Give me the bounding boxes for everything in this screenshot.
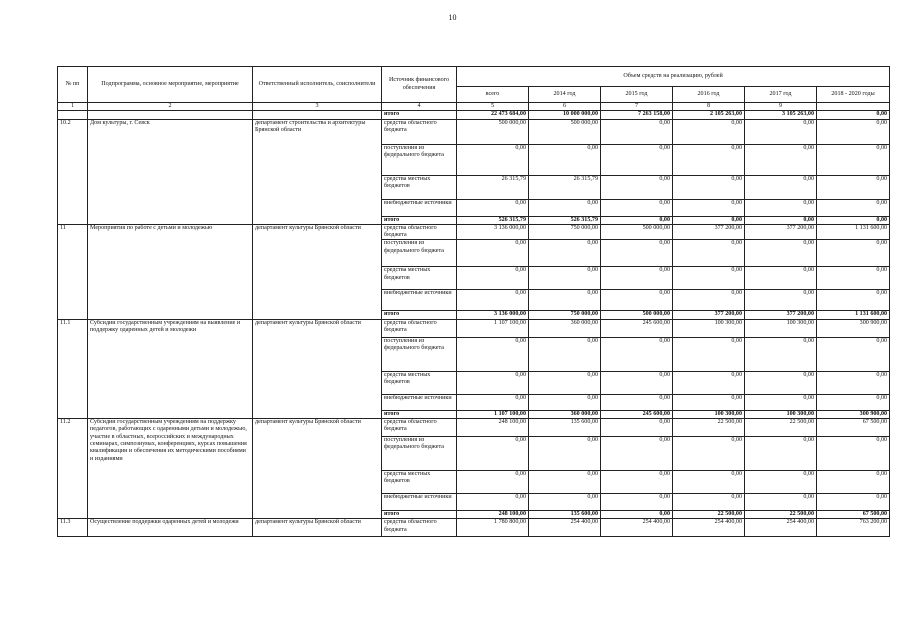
- amount-cell: 0,00: [673, 337, 745, 371]
- amount-cell: 300 900,00: [817, 410, 890, 418]
- amount-cell: 1 131 600,00: [817, 311, 890, 319]
- amount-cell: 377 200,00: [745, 224, 817, 240]
- section-number: 10.2: [58, 119, 88, 224]
- header-index-cell: 6: [529, 103, 601, 111]
- amount-cell: 0,00: [817, 175, 890, 199]
- header-executor: Ответственный исполнитель, соисполнители: [253, 67, 382, 103]
- amount-cell: 0,00: [601, 419, 673, 437]
- section-executor: департамент культуры Брянской области: [253, 419, 382, 519]
- amount-cell: 0,00: [673, 290, 745, 311]
- funding-source: средства местных бюджетов: [382, 371, 457, 394]
- amount-cell: 0,00: [529, 144, 601, 175]
- top-total-label: итого: [382, 111, 457, 119]
- table-header: [58, 67, 890, 111]
- amount-cell: 0,00: [601, 240, 673, 267]
- budget-table: [57, 66, 890, 537]
- amount-cell: 500 000,00: [529, 119, 601, 144]
- header-index-cell: 9: [745, 103, 817, 111]
- amount-cell: 500 000,00: [601, 311, 673, 319]
- section-name: Мероприятия по работе с детьми и молодежью: [88, 224, 253, 319]
- amount-cell: 0,00: [673, 144, 745, 175]
- amount-cell: 1 107 100,00: [457, 410, 529, 418]
- amount-cell: 254 400,00: [601, 519, 673, 537]
- header-source: Источник финансового обеспечения: [382, 67, 457, 103]
- section-executor: департамент культуры Брянской области: [253, 319, 382, 418]
- amount-cell: 0,00: [817, 290, 890, 311]
- funding-source: внебюджетные источники: [382, 290, 457, 311]
- amount-cell: 0,00: [457, 494, 529, 511]
- amount-cell: 0,00: [673, 267, 745, 290]
- amount-cell: 0,00: [817, 337, 890, 371]
- funding-source: средства местных бюджетов: [382, 471, 457, 494]
- amount-cell: 0,00: [601, 290, 673, 311]
- amount-cell: 750 000,00: [529, 311, 601, 319]
- header-index-cell: 1: [58, 103, 88, 111]
- amount-cell: 254 400,00: [529, 519, 601, 537]
- top-total-value: 2 105 263,00: [673, 111, 745, 119]
- amount-cell: 763 200,00: [817, 519, 890, 537]
- amount-cell: 22 500,00: [745, 419, 817, 437]
- amount-cell: 0,00: [601, 494, 673, 511]
- funding-source: поступления из федерального бюджета: [382, 337, 457, 371]
- amount-cell: 300 900,00: [817, 319, 890, 337]
- amount-cell: 0,00: [601, 175, 673, 199]
- header-index-cell: 4: [382, 103, 457, 111]
- amount-cell: 0,00: [673, 394, 745, 410]
- amount-cell: 0,00: [817, 394, 890, 410]
- amount-cell: 0,00: [817, 216, 890, 224]
- amount-cell: 377 200,00: [745, 311, 817, 319]
- amount-cell: 0,00: [529, 267, 601, 290]
- header-index-cell: [817, 103, 890, 111]
- amount-cell: 377 200,00: [673, 224, 745, 240]
- amount-cell: 0,00: [745, 290, 817, 311]
- amount-cell: 0,00: [529, 240, 601, 267]
- header-num: № пп: [58, 67, 88, 103]
- amount-cell: 0,00: [601, 337, 673, 371]
- amount-cell: 0,00: [745, 240, 817, 267]
- amount-cell: 245 600,00: [601, 410, 673, 418]
- amount-cell: 0,00: [601, 511, 673, 519]
- header-year-5: 2018 - 2020 годы: [817, 87, 890, 103]
- amount-cell: 0,00: [529, 290, 601, 311]
- table-row: [58, 224, 890, 240]
- section-name: Осуществление поддержки одаренных детей и молодежи: [88, 519, 253, 537]
- header-index-cell: 7: [601, 103, 673, 111]
- amount-cell: 100 300,00: [745, 410, 817, 418]
- amount-cell: 0,00: [601, 119, 673, 144]
- table-row-top-total: [58, 111, 890, 119]
- section-name: Субсидии государственным учреждениям на поддержку педагогов, работающих с одаренными детьми и молодежью, участие в областных, всероссийских и международных семинарах, симпозиумах, конференциях, курсах повышения квалификации и обеспечения их методическими пособиями и изданиями: [88, 419, 253, 519]
- amount-cell: 0,00: [745, 216, 817, 224]
- amount-cell: 0,00: [601, 371, 673, 394]
- funding-source: средства областного бюджета: [382, 519, 457, 537]
- header-year-0: всего: [457, 87, 529, 103]
- header-year-2: 2015 год: [601, 87, 673, 103]
- funding-source: средства местных бюджетов: [382, 267, 457, 290]
- section-number: 11.2: [58, 419, 88, 519]
- total-label: итого: [382, 216, 457, 224]
- amount-cell: 526 315,79: [529, 216, 601, 224]
- table-row: [58, 319, 890, 337]
- amount-cell: 0,00: [745, 119, 817, 144]
- section-number: 11.1: [58, 319, 88, 418]
- amount-cell: 360 000,00: [529, 319, 601, 337]
- total-label: итого: [382, 311, 457, 319]
- amount-cell: 0,00: [745, 144, 817, 175]
- amount-cell: 0,00: [745, 175, 817, 199]
- amount-cell: 26 315,79: [529, 175, 601, 199]
- amount-cell: 0,00: [529, 437, 601, 471]
- amount-cell: 22 500,00: [673, 511, 745, 519]
- amount-cell: 0,00: [817, 494, 890, 511]
- funding-source: средства областного бюджета: [382, 224, 457, 240]
- table-row: [58, 419, 890, 437]
- amount-cell: 0,00: [745, 337, 817, 371]
- amount-cell: 26 315,79: [457, 175, 529, 199]
- amount-cell: 0,00: [457, 437, 529, 471]
- amount-cell: 0,00: [457, 267, 529, 290]
- top-total-value: 10 000 000,00: [529, 111, 601, 119]
- funding-source: поступления из федерального бюджета: [382, 437, 457, 471]
- amount-cell: 0,00: [817, 199, 890, 216]
- amount-cell: 0,00: [817, 437, 890, 471]
- header-index-cell: 2: [88, 103, 253, 111]
- header-index-row: [58, 103, 890, 111]
- amount-cell: 0,00: [457, 371, 529, 394]
- header-year-4: 2017 год: [745, 87, 817, 103]
- section-name: Дом культуры, г. Севск: [88, 119, 253, 224]
- funding-source: средства областного бюджета: [382, 119, 457, 144]
- funding-source: поступления из федерального бюджета: [382, 240, 457, 267]
- amount-cell: 0,00: [673, 471, 745, 494]
- page-number: 10: [448, 13, 457, 22]
- header-program: Подпрограмма, основное мероприятие, мероприятие: [88, 67, 253, 103]
- amount-cell: 0,00: [673, 371, 745, 394]
- amount-cell: 0,00: [745, 371, 817, 394]
- amount-cell: 0,00: [529, 337, 601, 371]
- amount-cell: 3 136 000,00: [457, 224, 529, 240]
- amount-cell: 0,00: [745, 494, 817, 511]
- amount-cell: 0,00: [457, 199, 529, 216]
- amount-cell: 135 600,00: [529, 419, 601, 437]
- amount-cell: 0,00: [457, 240, 529, 267]
- funding-source: средства областного бюджета: [382, 319, 457, 337]
- amount-cell: 135 600,00: [529, 511, 601, 519]
- amount-cell: 526 315,79: [457, 216, 529, 224]
- amount-cell: 0,00: [529, 471, 601, 494]
- header-index-cell: 3: [253, 103, 382, 111]
- amount-cell: 1 107 100,00: [457, 319, 529, 337]
- amount-cell: 22 500,00: [673, 419, 745, 437]
- amount-cell: 750 000,00: [529, 224, 601, 240]
- amount-cell: 500 000,00: [601, 224, 673, 240]
- funding-source: поступления из федерального бюджета: [382, 144, 457, 175]
- amount-cell: 0,00: [601, 216, 673, 224]
- top-total-value: 7 263 158,00: [601, 111, 673, 119]
- amount-cell: 0,00: [745, 471, 817, 494]
- amount-cell: 0,00: [817, 471, 890, 494]
- amount-cell: 0,00: [601, 394, 673, 410]
- amount-cell: 254 400,00: [745, 519, 817, 537]
- amount-cell: 360 000,00: [529, 410, 601, 418]
- amount-cell: 0,00: [601, 199, 673, 216]
- amount-cell: 0,00: [817, 144, 890, 175]
- amount-cell: 1 780 800,00: [457, 519, 529, 537]
- amount-cell: 67 500,00: [817, 511, 890, 519]
- top-total-value: 3 105 263,00: [745, 111, 817, 119]
- total-label: итого: [382, 410, 457, 418]
- header-year-1: 2014 год: [529, 87, 601, 103]
- amount-cell: 0,00: [601, 471, 673, 494]
- section-number: 11.3: [58, 519, 88, 537]
- top-total-value: 22 473 684,00: [457, 111, 529, 119]
- amount-cell: 0,00: [457, 144, 529, 175]
- amount-cell: 100 300,00: [745, 319, 817, 337]
- amount-cell: 22 500,00: [745, 511, 817, 519]
- funding-source: внебюджетные источники: [382, 494, 457, 511]
- amount-cell: 0,00: [673, 437, 745, 471]
- amount-cell: 248 100,00: [457, 419, 529, 437]
- amount-cell: 0,00: [601, 144, 673, 175]
- amount-cell: 67 500,00: [817, 419, 890, 437]
- funding-source: средства местных бюджетов: [382, 175, 457, 199]
- amount-cell: 0,00: [673, 175, 745, 199]
- amount-cell: 0,00: [817, 371, 890, 394]
- amount-cell: 0,00: [673, 216, 745, 224]
- amount-cell: 0,00: [457, 394, 529, 410]
- amount-cell: 0,00: [529, 199, 601, 216]
- amount-cell: 0,00: [817, 240, 890, 267]
- amount-cell: 3 136 000,00: [457, 311, 529, 319]
- amount-cell: 0,00: [529, 394, 601, 410]
- amount-cell: 0,00: [673, 494, 745, 511]
- section-executor: департамент культуры Брянской области: [253, 224, 382, 319]
- header-volume: Объем средств на реализацию, рублей: [457, 67, 890, 87]
- amount-cell: 0,00: [673, 240, 745, 267]
- amount-cell: 0,00: [745, 394, 817, 410]
- header-index-cell: 5: [457, 103, 529, 111]
- amount-cell: 245 600,00: [601, 319, 673, 337]
- funding-source: внебюджетные источники: [382, 394, 457, 410]
- amount-cell: 0,00: [457, 290, 529, 311]
- amount-cell: 0,00: [601, 267, 673, 290]
- section-number: 11: [58, 224, 88, 319]
- table-body: [58, 111, 890, 537]
- section-executor: департамент строительства и архитектуры Брянской области: [253, 119, 382, 224]
- total-label: итого: [382, 511, 457, 519]
- amount-cell: 0,00: [673, 199, 745, 216]
- amount-cell: 377 200,00: [673, 311, 745, 319]
- amount-cell: 500 000,00: [457, 119, 529, 144]
- table-row: [58, 519, 890, 537]
- funding-source: средства областного бюджета: [382, 419, 457, 437]
- section-name: Субсидии государственным учреждениям на выявление и поддержку одаренных детей и молодежи: [88, 319, 253, 418]
- table-row: [58, 119, 890, 144]
- amount-cell: 0,00: [745, 267, 817, 290]
- amount-cell: 0,00: [817, 119, 890, 144]
- amount-cell: 0,00: [817, 267, 890, 290]
- amount-cell: 100 300,00: [673, 319, 745, 337]
- amount-cell: 1 131 600,00: [817, 224, 890, 240]
- amount-cell: 0,00: [601, 437, 673, 471]
- amount-cell: 0,00: [529, 371, 601, 394]
- amount-cell: 0,00: [745, 199, 817, 216]
- amount-cell: 0,00: [457, 337, 529, 371]
- amount-cell: 0,00: [457, 471, 529, 494]
- amount-cell: 0,00: [673, 119, 745, 144]
- amount-cell: 248 100,00: [457, 511, 529, 519]
- header-index-cell: 8: [673, 103, 745, 111]
- funding-source: внебюджетные источники: [382, 199, 457, 216]
- amount-cell: 0,00: [529, 494, 601, 511]
- top-total-value: 0,00: [817, 111, 890, 119]
- section-executor: департамент культуры Брянской области: [253, 519, 382, 537]
- amount-cell: 100 300,00: [673, 410, 745, 418]
- amount-cell: 254 400,00: [673, 519, 745, 537]
- header-year-3: 2016 год: [673, 87, 745, 103]
- amount-cell: 0,00: [745, 437, 817, 471]
